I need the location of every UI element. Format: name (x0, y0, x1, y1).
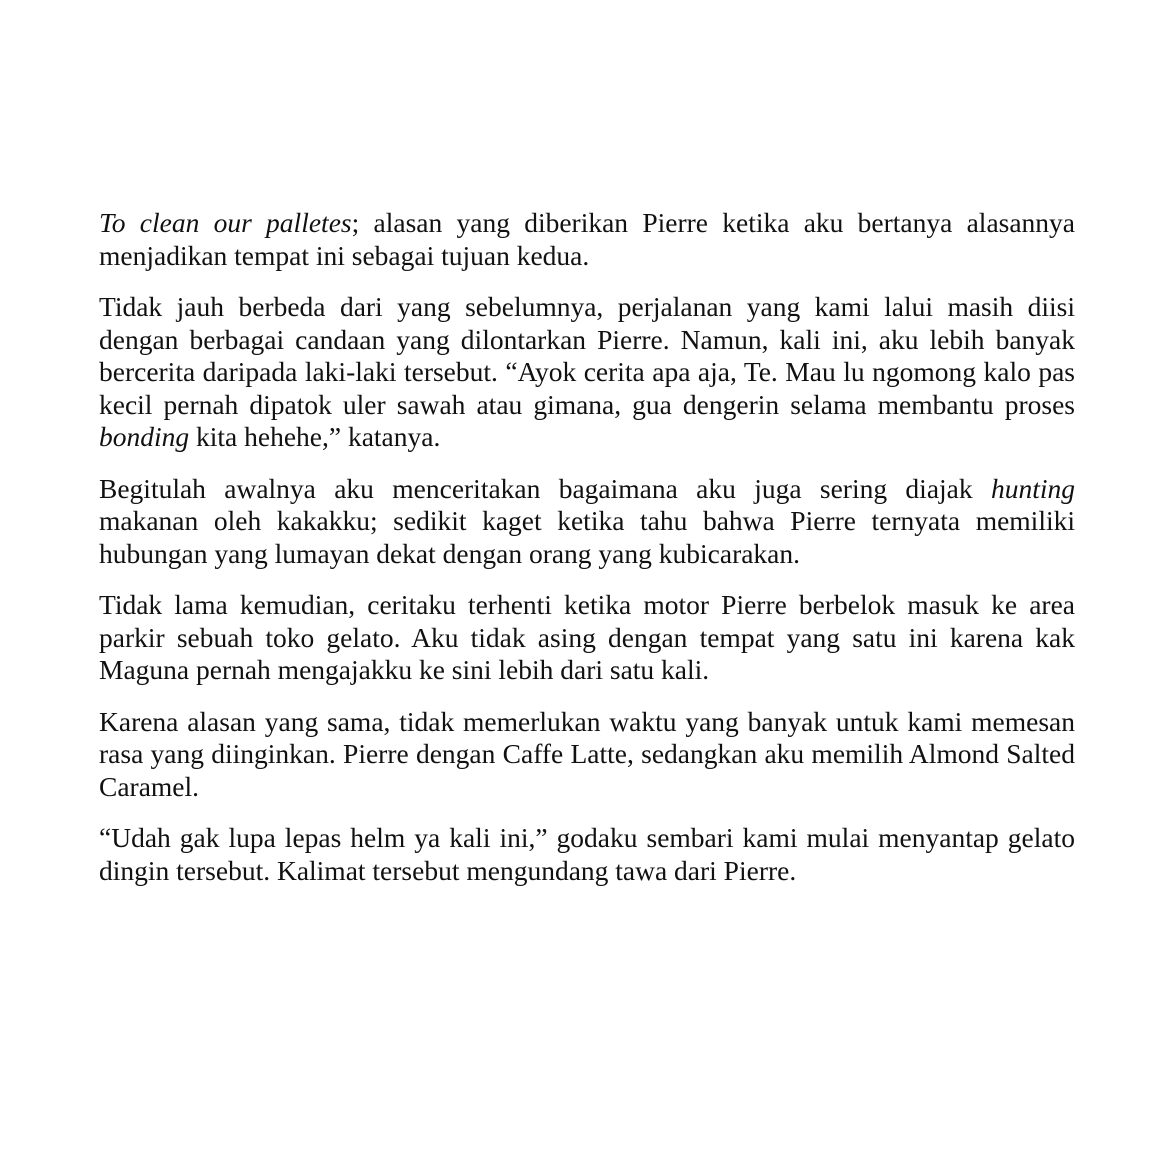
paragraph-text: Karena alasan yang sama, tidak memerlukan waktu yang banyak untuk kami memesan rasa yang diinginkan. Pierre dengan Caffe Latte, sedangkan aku memilih Almond Salted Caramel. (99, 705, 1075, 802)
paragraph-6 (99, 822, 1075, 887)
paragraph-text: Tidak jauh berbeda dari yang sebelumnya, perjalanan yang kami lalui masih diisi dengan berbagai candaan yang dilontarkan Pierre. Namun, kali ini, aku lebih banyak bercerita daripada laki-laki tersebut. “Ayok cerita apa aja, Te. Mau lu ngomong kalo pas kecil pernah dipatok uler sawah atau gimana, gua dengerin selama membantu proses (99, 291, 1075, 420)
italic-word: bonding (99, 421, 190, 452)
document-body (99, 207, 1075, 906)
paragraph-text: Tidak lama kemudian, ceritaku terhenti ketika motor Pierre berbelok masuk ke area parkir sebuah toko gelato. Aku tidak asing dengan tempat yang satu ini karena kak Maguna pernah mengajakku ke sini lebih dari satu kali. (99, 589, 1075, 685)
paragraph-text: ; alasan yang diberikan Pierre ketika aku bertanya alasannya menjadikan tempat ini sebagai tujuan kedua. (99, 207, 1076, 271)
paragraph-3 (99, 473, 1075, 571)
paragraph-5 (99, 706, 1075, 804)
paragraph-2 (99, 291, 1075, 454)
paragraph-text: makanan oleh kakakku; sedikit kaget ketika tahu bahwa Pierre ternyata memiliki hubungan yang lumayan dekat dengan orang yang kubicarakan. (99, 505, 1075, 569)
paragraph-text: Begitulah awalnya aku menceritakan bagaimana aku juga sering diajak (99, 472, 991, 504)
italic-word: hunting (990, 472, 1075, 504)
paragraph-text: kita hehehe,” katanya. (189, 421, 441, 452)
paragraph-text: “Udah gak lupa lepas helm ya kali ini,” godaku sembari kami mulai menyantap gelato dingin tersebut. Kalimat tersebut mengundang tawa dari Pierre. (99, 822, 1075, 886)
italic-phrase: To clean our palletes (99, 207, 352, 238)
paragraph-4 (99, 589, 1075, 687)
paragraph-1 (99, 207, 1075, 272)
